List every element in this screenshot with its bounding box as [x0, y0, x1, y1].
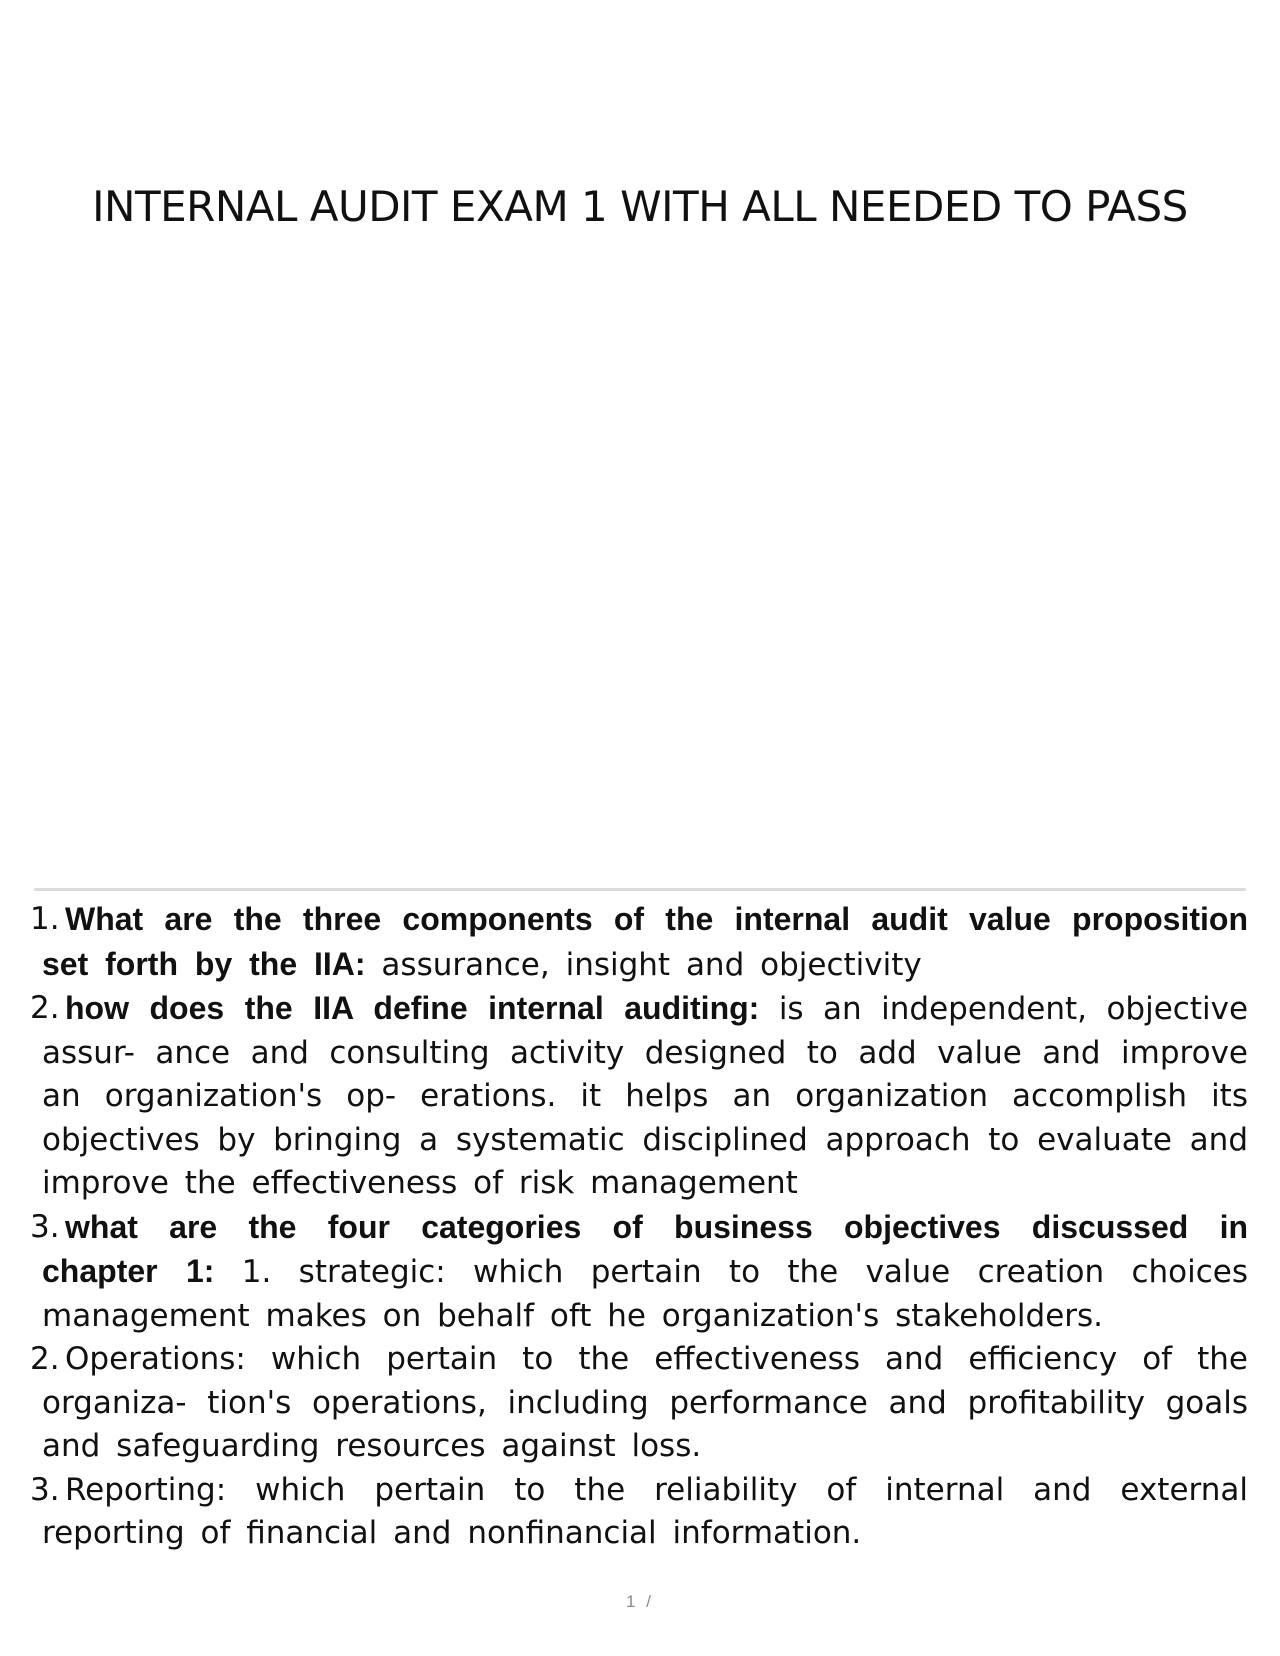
item-answer: Operations: which pertain to the effectiveness and efficiency of the organiza- tion's operations, including performance and profitability goals and safeguarding resources against loss.: [42, 1341, 1248, 1464]
item-question: what are the four categories of business objectives discussed in chapter 1:: [42, 1208, 1248, 1289]
item-question: What are the three components of the internal audit value proposition set forth by the IIA:: [42, 901, 1248, 982]
page-title: INTERNAL AUDIT EXAM 1 WITH ALL NEEDED TO PASS: [92, 182, 1188, 231]
item-number: 1.: [30, 901, 60, 937]
item-number: 3.: [30, 1471, 60, 1508]
item-body: [42, 1469, 1248, 1556]
item-body: [42, 1206, 1248, 1339]
qa-item: [30, 1469, 1248, 1556]
item-number: 2.: [30, 990, 60, 1026]
item-body: [42, 1338, 1248, 1469]
qa-item: [30, 1338, 1248, 1469]
qa-item: [30, 1206, 1248, 1339]
item-number: 3.: [30, 1208, 60, 1245]
item-body: [42, 898, 1248, 987]
item-answer: is an independent, objective assur- ance and consulting activity designed to add value and improve an organization's op- erations. it helps an organization accomplish its objectives by bringing a systematic disciplined approach to evaluate and improve the effectiveness of risk management: [42, 991, 1249, 1201]
qa-list: [30, 898, 1248, 1556]
item-question: how does the IIA define internal auditing:: [65, 990, 760, 1026]
qa-item: [30, 898, 1248, 987]
item-body: [42, 987, 1248, 1206]
item-answer: Reporting: which pertain to the reliability of internal and external reporting of financial and nonfinancial information.: [42, 1471, 1248, 1551]
item-answer: 1. strategic: which pertain to the value creation choices management makes on behalf oft he organization's stakeholders.: [42, 1254, 1249, 1334]
page-indicator: 1 /: [626, 1592, 654, 1611]
section-divider: [34, 888, 1246, 891]
item-number: 2.: [30, 1341, 60, 1377]
qa-item: [30, 987, 1248, 1206]
item-answer: assurance, insight and objectivity: [381, 946, 922, 983]
